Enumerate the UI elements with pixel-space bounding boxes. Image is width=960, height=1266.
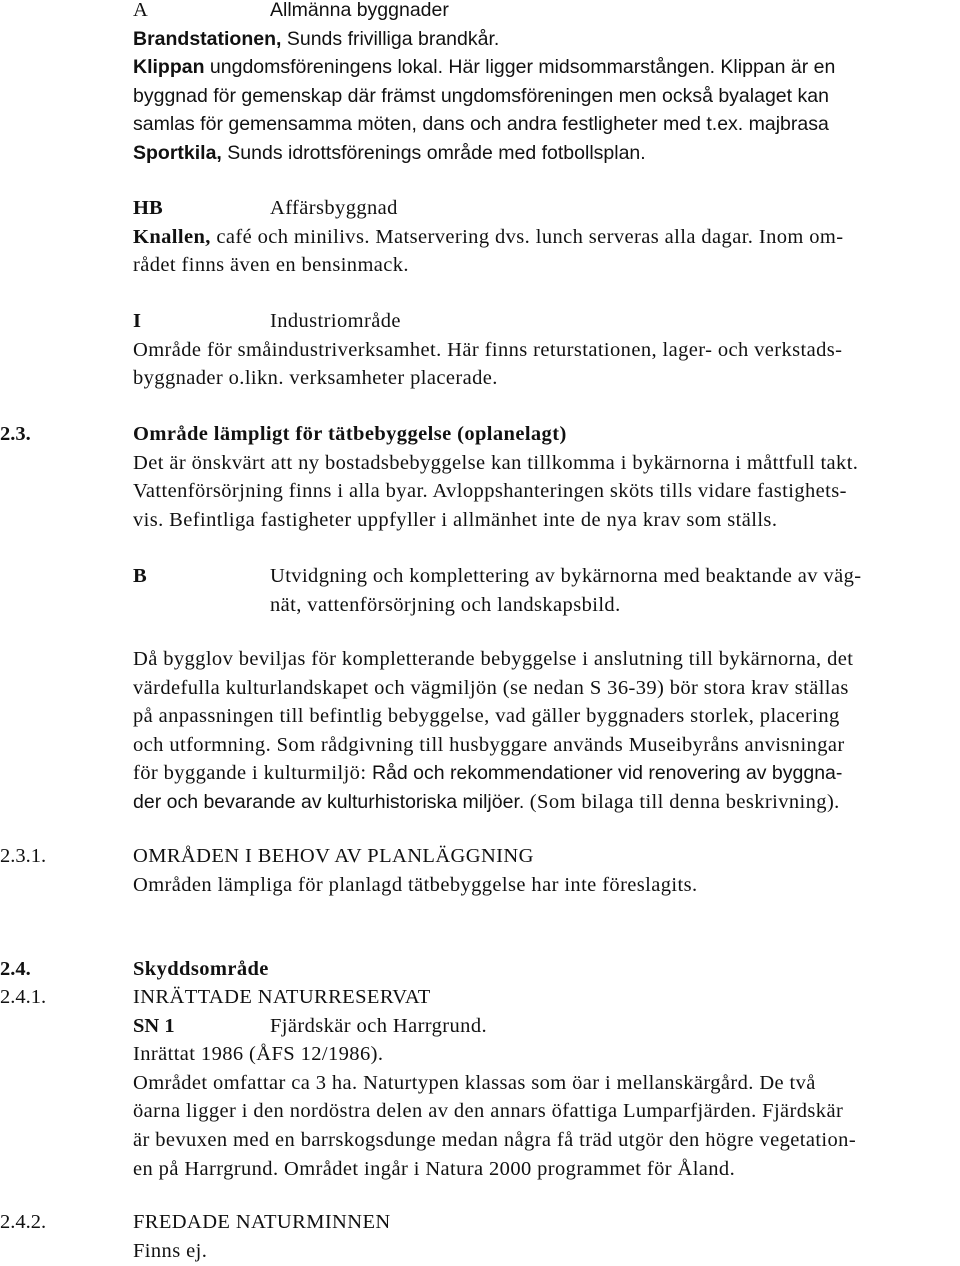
reserve-name: Fjärdskär och Harrgrund.: [270, 1014, 488, 1037]
zone-heading: Industriområde: [270, 310, 401, 332]
section-number: 2.3.1.: [0, 845, 47, 867]
body-text: café och minilivs. Matservering dvs. lunch serveras alla dagar. Inom om-: [210, 225, 844, 248]
body-text: vis. Befintliga fastigheter uppfyller i allmänhet inte de nya krav som ställs.: [133, 508, 778, 531]
body-text: Utvidgning och komplettering av bykärnorna med beaktande av väg-: [270, 565, 862, 587]
body-text: Områden lämpliga för planlagd tätbebyggelse har inte föreslagits.: [133, 873, 698, 896]
body-text: på anpassningen till befintlig bebyggelse, vad gäller byggnaders storlek, placering: [133, 705, 840, 728]
section-utvidgning: [133, 562, 953, 619]
body-text: öarna ligger i den nordöstra delen av den annars öfattiga Lumparfjärden. Fjärdskär: [133, 1100, 844, 1123]
section-planlaggning: [133, 842, 953, 899]
body-text: för byggande i kulturmiljö:: [133, 762, 372, 785]
body-text: är bevuxen med en barrskogsdunge medan några få träd utgör den högre vegetation-: [133, 1128, 857, 1151]
section-number: 2.3.: [0, 423, 31, 445]
body-text: Finns ej.: [133, 1239, 208, 1262]
section-skyddsomrade: [133, 955, 953, 984]
zone-code: B: [133, 565, 147, 587]
paragraph-bygglov: [133, 645, 953, 817]
zone-heading: Affärsbyggnad: [270, 197, 398, 219]
place-name: Sportkila,: [133, 141, 222, 164]
place-name: Knallen,: [133, 225, 211, 248]
section-affarsbyggnad: [133, 194, 953, 280]
zone-code: A: [133, 0, 148, 21]
body-text: värdefulla kulturlandskapet och vägmiljön (se nedan S 36-39) bör stora krav ställas: [133, 676, 849, 699]
section-heading: Skyddsområde: [133, 958, 269, 980]
body-text: och utformning. Som rådgivning till husbyggare används Museibyråns anvisningar: [133, 733, 845, 756]
section-heading: INRÄTTADE NATURRESERVAT: [133, 986, 431, 1008]
body-text: byggnader o.likn. verksamheter placerade.: [133, 367, 498, 390]
section-tatbebyggelse: [133, 420, 953, 534]
publication-title: der och bevarande av kulturhistoriska miljöer.: [133, 790, 525, 813]
section-number: 2.4.: [0, 958, 31, 980]
publication-title: Råd och rekommendationer vid renovering av byggna-: [371, 762, 843, 785]
body-text: rådet finns även en bensinmack.: [133, 254, 409, 277]
body-text: Område för småindustriverksamhet. Här finns returstationen, lager- och verkstads-: [133, 338, 843, 361]
body-text: Inrättat 1986 (ÅFS 12/1986).: [133, 1043, 384, 1066]
section-number: 2.4.1.: [0, 986, 47, 1008]
section-allmanna-byggnader: [133, 0, 953, 168]
zone-code: HB: [133, 197, 163, 219]
body-text: Vattenförsörjning finns i alla byar. Avloppshanteringen sköts tills vidare fastighets-: [133, 480, 847, 503]
body-text: Då bygglov beviljas för kompletterande bebyggelse i anslutning till bykärnorna, det: [133, 648, 854, 670]
place-name: Brandstationen,: [133, 27, 282, 50]
reserve-code: SN 1: [133, 1014, 175, 1037]
body-text: Sunds frivilliga brandkår.: [281, 27, 500, 50]
body-text: (Som bilaga till denna beskrivning).: [524, 790, 840, 813]
body-text: Sunds idrottsförenings område med fotbollsplan.: [221, 141, 646, 164]
section-naturminnen: [133, 1208, 953, 1265]
section-industriomrade: [133, 307, 953, 393]
section-naturreservat: [133, 983, 953, 1183]
body-text: nät, vattenförsörjning och landskapsbild.: [270, 593, 621, 616]
body-text: Det är önskvärt att ny bostadsbebyggelse kan tillkomma i bykärnorna i måttfull takt.: [133, 451, 859, 474]
place-name: Klippan: [133, 56, 205, 79]
zone-code: I: [133, 310, 141, 332]
body-text: ungdomsföreningens lokal. Här ligger midsommarstången. Klippan är en: [204, 56, 836, 79]
body-text: samlas för gemensamma möten, dans och andra festligheter med t.ex. majbrasa: [133, 113, 829, 136]
section-number: 2.4.2.: [0, 1211, 47, 1233]
zone-heading: Allmänna byggnader: [270, 0, 449, 21]
section-heading: OMRÅDEN I BEHOV AV PLANLÄGGNING: [133, 845, 534, 867]
body-text: en på Harrgrund. Området ingår i Natura 2000 programmet för Åland.: [133, 1157, 736, 1180]
body-text: byggnad för gemenskap där främst ungdomsföreningen men också byalaget kan: [133, 84, 829, 107]
section-heading: Område lämpligt för tätbebyggelse (oplanelagt): [133, 423, 567, 445]
body-text: Området omfattar ca 3 ha. Naturtypen klassas som öar i mellanskärgård. De två: [133, 1071, 816, 1094]
section-heading: FREDADE NATURMINNEN: [133, 1211, 391, 1233]
